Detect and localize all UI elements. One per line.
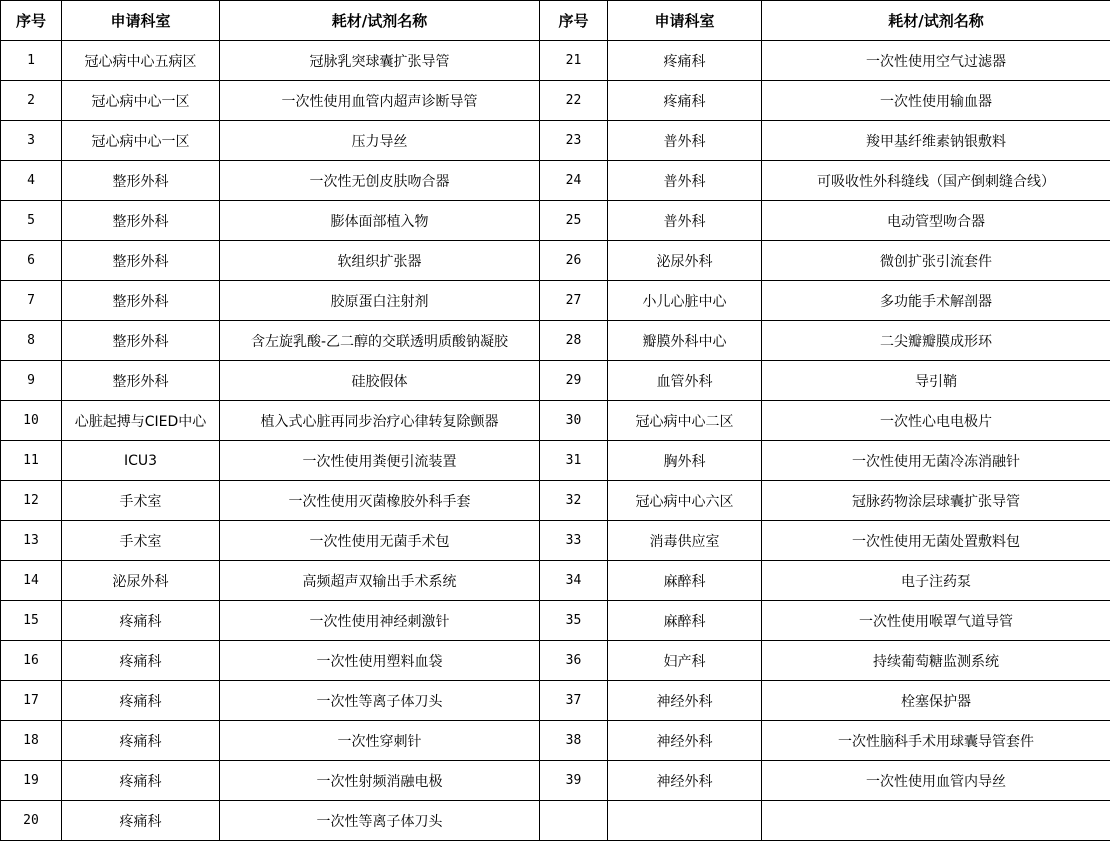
cell-name-left: 软组织扩张器	[220, 241, 540, 281]
cell-name-right: 羧甲基纤维素钠银敷料	[762, 121, 1110, 161]
cell-name-left: 一次性使用灭菌橡胶外科手套	[220, 481, 540, 521]
table-row	[1, 521, 1110, 561]
cell-dept-left: 疼痛科	[62, 761, 220, 801]
cell-dept-left: 冠心病中心五病区	[62, 41, 220, 81]
cell-no-right: 35	[540, 601, 608, 641]
cell-name-right: 一次性脑科手术用球囊导管套件	[762, 721, 1110, 761]
header-dept-right: 申请科室	[608, 1, 762, 41]
cell-name-left: 硅胶假体	[220, 361, 540, 401]
cell-no-right: 21	[540, 41, 608, 81]
cell-no-left: 8	[1, 321, 62, 361]
cell-name-left: 一次性使用塑料血袋	[220, 641, 540, 681]
table-row	[1, 161, 1110, 201]
cell-no-left: 5	[1, 201, 62, 241]
table-body	[1, 41, 1110, 841]
cell-dept-right: 血管外科	[608, 361, 762, 401]
cell-name-left: 一次性射频消融电极	[220, 761, 540, 801]
cell-name-left: 冠脉乳突球囊扩张导管	[220, 41, 540, 81]
cell-dept-left: 心脏起搏与CIED中心	[62, 401, 220, 441]
cell-name-left: 一次性使用血管内超声诊断导管	[220, 81, 540, 121]
cell-dept-right: 麻醉科	[608, 601, 762, 641]
cell-name-left: 一次性使用粪便引流装置	[220, 441, 540, 481]
table-row	[1, 561, 1110, 601]
cell-no-left: 13	[1, 521, 62, 561]
cell-dept-left: 疼痛科	[62, 641, 220, 681]
cell-no-right: 28	[540, 321, 608, 361]
table-row	[1, 481, 1110, 521]
cell-no-left: 15	[1, 601, 62, 641]
cell-no-left: 17	[1, 681, 62, 721]
table-row	[1, 641, 1110, 681]
cell-dept-left: 泌尿外科	[62, 561, 220, 601]
cell-dept-left: 手术室	[62, 481, 220, 521]
cell-dept-left: 冠心病中心一区	[62, 121, 220, 161]
cell-name-right: 栓塞保护器	[762, 681, 1110, 721]
cell-name-left: 含左旋乳酸-乙二醇的交联透明质酸钠凝胶	[220, 321, 540, 361]
cell-dept-left: 整形外科	[62, 201, 220, 241]
cell-no-right: 39	[540, 761, 608, 801]
table-row	[1, 81, 1110, 121]
cell-name-right: 一次性使用喉罩气道导管	[762, 601, 1110, 641]
cell-name-right: 导引鞘	[762, 361, 1110, 401]
cell-dept-right: 麻醉科	[608, 561, 762, 601]
cell-no-right	[540, 801, 608, 841]
cell-no-right: 25	[540, 201, 608, 241]
cell-no-left: 19	[1, 761, 62, 801]
table-row	[1, 601, 1110, 641]
cell-no-left: 1	[1, 41, 62, 81]
cell-name-right	[762, 801, 1110, 841]
table-row	[1, 681, 1110, 721]
cell-dept-right: 胸外科	[608, 441, 762, 481]
cell-name-right: 一次性心电电极片	[762, 401, 1110, 441]
cell-dept-right: 普外科	[608, 121, 762, 161]
cell-no-left: 18	[1, 721, 62, 761]
table-row	[1, 201, 1110, 241]
cell-dept-left: 整形外科	[62, 321, 220, 361]
cell-dept-right: 神经外科	[608, 681, 762, 721]
cell-no-left: 20	[1, 801, 62, 841]
header-row	[1, 1, 1110, 41]
header-no-left: 序号	[1, 1, 62, 41]
cell-name-right: 二尖瓣瓣膜成形环	[762, 321, 1110, 361]
table-row	[1, 721, 1110, 761]
cell-dept-right: 泌尿外科	[608, 241, 762, 281]
cell-no-left: 12	[1, 481, 62, 521]
cell-dept-right: 消毒供应室	[608, 521, 762, 561]
cell-dept-right: 神经外科	[608, 761, 762, 801]
table-row	[1, 801, 1110, 841]
cell-dept-left: 疼痛科	[62, 681, 220, 721]
cell-name-left: 一次性穿刺针	[220, 721, 540, 761]
header-name-left: 耗材/试剂名称	[220, 1, 540, 41]
cell-dept-left: 疼痛科	[62, 721, 220, 761]
cell-dept-left: 疼痛科	[62, 601, 220, 641]
header-no-right: 序号	[540, 1, 608, 41]
table-row	[1, 361, 1110, 401]
table-row	[1, 441, 1110, 481]
cell-no-right: 34	[540, 561, 608, 601]
cell-dept-right: 疼痛科	[608, 41, 762, 81]
cell-no-right: 26	[540, 241, 608, 281]
cell-name-right: 可吸收性外科缝线（国产倒刺缝合线）	[762, 161, 1110, 201]
cell-dept-left: 冠心病中心一区	[62, 81, 220, 121]
cell-name-right: 电动管型吻合器	[762, 201, 1110, 241]
cell-name-left: 一次性无创皮肤吻合器	[220, 161, 540, 201]
cell-name-left: 一次性使用无菌手术包	[220, 521, 540, 561]
cell-name-right: 一次性使用无菌处置敷料包	[762, 521, 1110, 561]
cell-no-right: 30	[540, 401, 608, 441]
cell-no-left: 14	[1, 561, 62, 601]
cell-name-right: 一次性使用无菌冷冻消融针	[762, 441, 1110, 481]
cell-no-left: 11	[1, 441, 62, 481]
cell-name-left: 胶原蛋白注射剂	[220, 281, 540, 321]
cell-no-left: 7	[1, 281, 62, 321]
table-row	[1, 41, 1110, 81]
cell-name-right: 持续葡萄糖监测系统	[762, 641, 1110, 681]
cell-dept-right: 普外科	[608, 201, 762, 241]
cell-name-right: 微创扩张引流套件	[762, 241, 1110, 281]
cell-no-right: 23	[540, 121, 608, 161]
cell-dept-right: 疼痛科	[608, 81, 762, 121]
cell-dept-left: 整形外科	[62, 281, 220, 321]
table-row	[1, 241, 1110, 281]
cell-no-left: 3	[1, 121, 62, 161]
cell-name-left: 一次性等离子体刀头	[220, 801, 540, 841]
cell-no-left: 10	[1, 401, 62, 441]
cell-no-left: 4	[1, 161, 62, 201]
cell-no-left: 16	[1, 641, 62, 681]
cell-name-right: 多功能手术解剖器	[762, 281, 1110, 321]
cell-name-right: 冠脉药物涂层球囊扩张导管	[762, 481, 1110, 521]
cell-dept-right: 瓣膜外科中心	[608, 321, 762, 361]
header-name-right: 耗材/试剂名称	[762, 1, 1110, 41]
cell-dept-right: 神经外科	[608, 721, 762, 761]
cell-no-right: 29	[540, 361, 608, 401]
cell-dept-left: 疼痛科	[62, 801, 220, 841]
cell-no-right: 31	[540, 441, 608, 481]
table-row	[1, 281, 1110, 321]
cell-name-left: 压力导丝	[220, 121, 540, 161]
cell-name-right: 一次性使用输血器	[762, 81, 1110, 121]
cell-name-left: 一次性等离子体刀头	[220, 681, 540, 721]
cell-dept-left: ICU3	[62, 441, 220, 481]
cell-name-right: 一次性使用血管内导丝	[762, 761, 1110, 801]
cell-name-right: 电子注药泵	[762, 561, 1110, 601]
cell-dept-left: 整形外科	[62, 361, 220, 401]
table-row	[1, 121, 1110, 161]
cell-name-left: 膨体面部植入物	[220, 201, 540, 241]
cell-dept-left: 整形外科	[62, 241, 220, 281]
table-row	[1, 321, 1110, 361]
cell-no-right: 24	[540, 161, 608, 201]
cell-dept-right: 普外科	[608, 161, 762, 201]
table-row	[1, 761, 1110, 801]
cell-no-right: 33	[540, 521, 608, 561]
cell-no-right: 38	[540, 721, 608, 761]
header-dept-left: 申请科室	[62, 1, 220, 41]
cell-dept-right	[608, 801, 762, 841]
cell-dept-right: 小儿心脏中心	[608, 281, 762, 321]
cell-no-right: 37	[540, 681, 608, 721]
cell-dept-right: 冠心病中心二区	[608, 401, 762, 441]
cell-no-right: 36	[540, 641, 608, 681]
cell-name-left: 高频超声双输出手术系统	[220, 561, 540, 601]
cell-name-right: 一次性使用空气过滤器	[762, 41, 1110, 81]
cell-name-left: 植入式心脏再同步治疗心律转复除颤器	[220, 401, 540, 441]
cell-no-right: 32	[540, 481, 608, 521]
cell-dept-left: 整形外科	[62, 161, 220, 201]
cell-name-left: 一次性使用神经刺激针	[220, 601, 540, 641]
cell-no-left: 6	[1, 241, 62, 281]
cell-dept-left: 手术室	[62, 521, 220, 561]
cell-no-left: 2	[1, 81, 62, 121]
cell-no-left: 9	[1, 361, 62, 401]
cell-no-right: 27	[540, 281, 608, 321]
table-row	[1, 401, 1110, 441]
cell-dept-right: 冠心病中心六区	[608, 481, 762, 521]
cell-no-right: 22	[540, 81, 608, 121]
cell-dept-right: 妇产科	[608, 641, 762, 681]
